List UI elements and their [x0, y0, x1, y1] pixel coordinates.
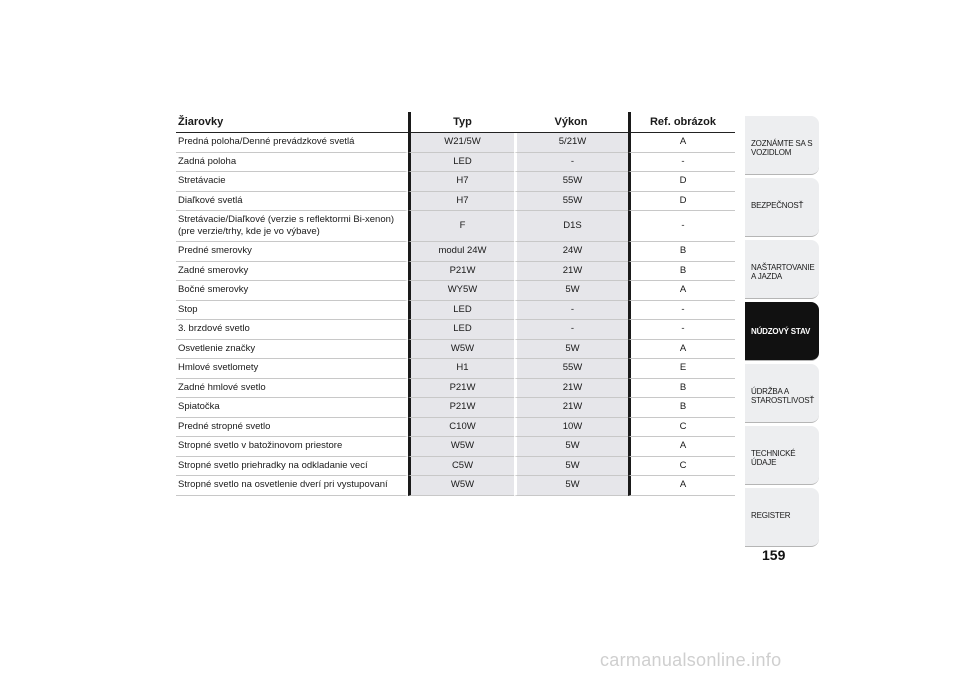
chapter-tab[interactable]: TECHNICKÉ ÚDAJE [745, 426, 819, 485]
bulb-type: W5W [408, 476, 514, 496]
bulb-ref: A [628, 476, 735, 496]
bulb-name-text: Zadné hmlové svetlo [178, 381, 266, 393]
bulb-table-container [176, 112, 735, 496]
bulb-name-text: Stretávacie [178, 175, 226, 187]
bulb-power: 5W [514, 457, 628, 477]
bulb-ref: A [628, 437, 735, 457]
table-row [176, 359, 735, 379]
bulb-name [176, 359, 408, 379]
bulb-ref: B [628, 242, 735, 262]
bulb-name [176, 242, 408, 262]
bulb-power: 10W [514, 418, 628, 438]
bulb-name-text: Osvetlenie značky [178, 342, 256, 354]
header-power: Výkon [514, 112, 628, 133]
bulb-name-text: Predná poloha/Denné prevádzkové svetlá [178, 136, 355, 148]
table-row [176, 340, 735, 360]
table-row [176, 172, 735, 192]
bulb-ref: - [628, 211, 735, 242]
bulb-ref: B [628, 398, 735, 418]
bulb-name [176, 457, 408, 477]
chapter-tab[interactable]: BEZPEČNOSŤ [745, 178, 819, 237]
chapter-tab[interactable]: NAŠTARTOVANIE A JAZDA [745, 240, 819, 299]
bulb-name [176, 437, 408, 457]
table-row [176, 398, 735, 418]
bulb-ref: D [628, 192, 735, 212]
bulb-type: H7 [408, 172, 514, 192]
bulb-power: 55W [514, 359, 628, 379]
bulb-name-text: Diaľkové svetlá [178, 194, 243, 206]
bulb-ref: B [628, 262, 735, 282]
bulb-power: 21W [514, 398, 628, 418]
bulb-name [176, 133, 408, 153]
table-row [176, 320, 735, 340]
bulb-type: H7 [408, 192, 514, 212]
bulb-ref: B [628, 379, 735, 399]
bulb-type: WY5W [408, 281, 514, 301]
bulb-name [176, 172, 408, 192]
bulb-ref: A [628, 340, 735, 360]
header-type: Typ [408, 112, 514, 133]
bulb-type: H1 [408, 359, 514, 379]
table-row [176, 418, 735, 438]
bulb-name-text: Stop [178, 303, 198, 315]
bulb-name-note: (pre verzie/trhy, kde je vo výbave) [178, 226, 320, 237]
bulb-power: 5W [514, 437, 628, 457]
bulb-ref: A [628, 281, 735, 301]
table-row [176, 457, 735, 477]
table-row [176, 379, 735, 399]
header-bulbs: Žiarovky [176, 112, 408, 133]
bulb-table [176, 112, 735, 496]
bulb-ref: - [628, 153, 735, 173]
bulb-type: W21/5W [408, 133, 514, 153]
bulb-ref: - [628, 301, 735, 321]
table-body [176, 133, 735, 496]
bulb-type: W5W [408, 340, 514, 360]
bulb-ref: E [628, 359, 735, 379]
bulb-power: 55W [514, 192, 628, 212]
table-row [176, 192, 735, 212]
bulb-name [176, 418, 408, 438]
bulb-name-text: Predné stropné svetlo [178, 420, 271, 432]
bulb-power: 5W [514, 281, 628, 301]
bulb-type: P21W [408, 398, 514, 418]
bulb-name [176, 192, 408, 212]
bulb-power: 21W [514, 379, 628, 399]
bulb-ref: D [628, 172, 735, 192]
bulb-name [176, 320, 408, 340]
bulb-name [176, 301, 408, 321]
table-row [176, 281, 735, 301]
bulb-name [176, 262, 408, 282]
bulb-name-text: Zadná poloha [178, 155, 237, 167]
bulb-type: LED [408, 153, 514, 173]
table-row [176, 242, 735, 262]
table-header-row [176, 112, 735, 133]
bulb-name [176, 281, 408, 301]
bulb-name [176, 153, 408, 173]
bulb-power: 5W [514, 340, 628, 360]
bulb-name [176, 476, 408, 496]
chapter-tab[interactable]: REGISTER [745, 488, 819, 547]
bulb-power: 5W [514, 476, 628, 496]
bulb-type: modul 24W [408, 242, 514, 262]
bulb-power: - [514, 320, 628, 340]
page-number: 159 [762, 547, 786, 563]
watermark: carmanualsonline.info [600, 650, 782, 670]
bulb-type: C10W [408, 418, 514, 438]
bulb-name [176, 398, 408, 418]
bulb-name-text: Hmlové svetlomety [178, 362, 259, 374]
bulb-name-text: Stropné svetlo na osvetlenie dverí pri vystupovaní [178, 479, 388, 491]
bulb-power: - [514, 153, 628, 173]
chapter-tab[interactable]: ZOZNÁMTE SA S VOZIDLOM [745, 116, 819, 175]
bulb-name-text: Zadné smerovky [178, 264, 249, 276]
bulb-type: LED [408, 301, 514, 321]
bulb-type: W5W [408, 437, 514, 457]
table-row [176, 133, 735, 153]
chapter-tabs [745, 116, 819, 550]
table-row [176, 301, 735, 321]
table-row [176, 262, 735, 282]
bulb-type: P21W [408, 379, 514, 399]
bulb-ref: C [628, 418, 735, 438]
bulb-type: F [408, 211, 514, 242]
bulb-power: D1S [514, 211, 628, 242]
bulb-power: 55W [514, 172, 628, 192]
bulb-name-text: Bočné smerovky [178, 284, 249, 296]
bulb-name-text: Spiatočka [178, 401, 220, 413]
bulb-ref: A [628, 133, 735, 153]
bulb-ref: - [628, 320, 735, 340]
bulb-name [176, 379, 408, 399]
table-row [176, 211, 735, 242]
bulb-power: 21W [514, 262, 628, 282]
chapter-tab[interactable]: ÚDRŽBA A STAROSTLIVOSŤ [745, 364, 819, 423]
table-row [176, 437, 735, 457]
bulb-type: C5W [408, 457, 514, 477]
bulb-name [176, 211, 408, 242]
chapter-tab[interactable]: NÚDZOVÝ STAV [745, 302, 819, 361]
bulb-ref: C [628, 457, 735, 477]
bulb-name-text: Stropné svetlo priehradky na odkladanie vecí [178, 459, 368, 471]
bulb-power: 24W [514, 242, 628, 262]
bulb-name-text: 3. brzdové svetlo [178, 323, 250, 335]
table-row [176, 476, 735, 496]
bulb-name-text: Stretávacie/Diaľkové (verzie s reflektormi Bi-xenon) [178, 214, 395, 225]
bulb-name-text: Stropné svetlo v batožinovom priestore [178, 440, 343, 452]
bulb-power: - [514, 301, 628, 321]
header-ref: Ref. obrázok [628, 112, 735, 133]
bulb-name [176, 340, 408, 360]
bulb-power: 5/21W [514, 133, 628, 153]
bulb-type: LED [408, 320, 514, 340]
bulb-type: P21W [408, 262, 514, 282]
table-row [176, 153, 735, 173]
bulb-name-text: Predné smerovky [178, 245, 252, 257]
